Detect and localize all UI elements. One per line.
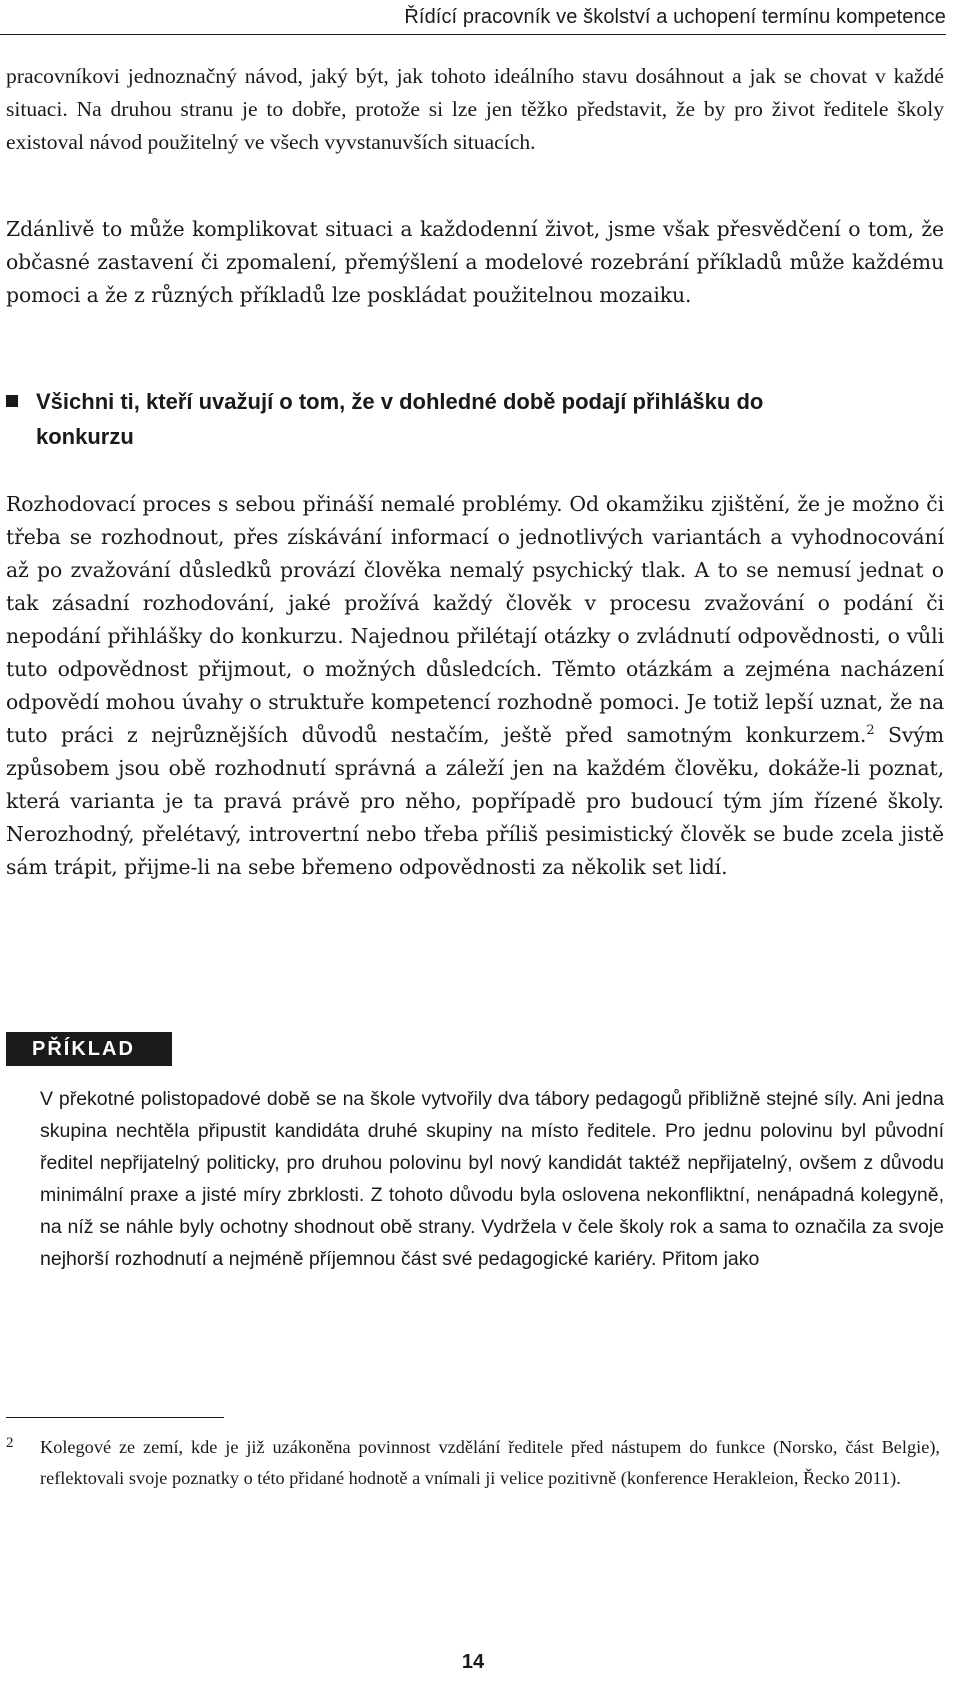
footnote-number: 2	[6, 1435, 14, 1451]
running-header: Řídící pracovník ve školství a uchopení termínu kompetence	[0, 0, 946, 35]
footnote-divider	[6, 1417, 224, 1418]
bullet-heading-text: Všichni ti, kteří uvažují o tom, že v dohledné době podají přihlášku do konkurzu	[36, 389, 764, 449]
page-number: 14	[461, 1651, 485, 1673]
paragraph-text-continued: Svým způsobem jsou obě rozhodnutí správná a záleží jen na každém člověku, dokáže-li poznat, která varianta je ta pravá právě pro něho, popřípadě pro budoucí tým jím řízené školy. Nerozhodný, přelétavý, introvertní nebo třeba příliš pesimistický člověk se bude zcela jistě sám trápit, přijme-li na sebe břemeno odpovědnosti za několik set lidí.	[6, 723, 944, 879]
paragraph-continuation: pracovníkovi jednoznačný návod, jaký být, jak tohoto ideálního stavu dosáhnout a jak se chovat v každé situaci. Na druhou stranu je to dobře, protože si lze jen těžko představit, že by pro život ředitele školy existoval návod použitelný ve všech vyvstanuvších situacích.	[6, 64, 944, 154]
footnote-text: Kolegové ze zemí, kde je již uzákoněna povinnost vzdělání ředitele před nástupem do funkce (Norsko, část Belgie), reflektovali svoje poznatky o této přidané hodnotě a vnímali ji velice pozitivně (konference Herakleion, Řecko 2011).	[40, 1437, 940, 1488]
bullet-heading	[6, 384, 944, 454]
footnote-reference[interactable]: 2	[866, 723, 875, 739]
paragraph-decision	[6, 488, 944, 884]
square-bullet-icon	[6, 395, 18, 407]
paragraph: Zdánlivě to může komplikovat situaci a každodenní život, jsme však přesvědčení o tom, že občasné zastavení či zpomalení, přemýšlení a modelové rozebrání příkladů může každému pomoci a že z různých příkladů lze poskládat použitelnou mozaiku.	[6, 217, 944, 307]
paragraph-text: Rozhodovací proces s sebou přináší nemalé problémy. Od okamžiku zjištění, že je možno či třeba se rozhodnout, přes získávání informací o jednotlivých variantách a vyhodnocování až po zvažování důsledků provází člověka nemalý psychický tlak. A to se nemusí jednat o tak zásadní rozhodování, jaké prožívá každý člověk v procesu zvažování o podání či nepodání přihlášky do konkurzu. Najednou přilétají otázky o zvládnutí odpovědnosti, o vůli tuto odpovědnost přijmout, o možných důsledcích. Těmto otázkám a zejména nacházení odpovědí mohou úvahy o struktuře kompetencí rozhodně pomoci. Je totiž lepší uznat, že na tuto práci z nejrůznějších důvodů nestačím, ještě před samotným konkurzem.	[6, 492, 944, 747]
footnote	[6, 1432, 944, 1494]
example-label: PŘÍKLAD	[6, 1032, 172, 1066]
example-text: V překotné polistopadové době se na škole vytvořily dva tábory pedagogů přibližně stejné síly. Ani jedna skupina nechtěla připustit kandidáta druhé skupiny na místo ředitele. Pro jednu polovinu byl původní ředitel nepřijatelný politicky, pro druhou polovinu byl nový kandidát taktéž nepřijatelný, ovšem z důvodu minimální praxe a jisté míry zbrklosti. Z tohoto důvodu byla oslovena nekonfliktní, nenápadná kolegyně, na níž se náhle byly ochotny shodnout obě strany. Vydržela v čele školy rok a sama to označila za svoje nejhorší rozhodnutí a nejméně příjemnou část své pedagogické kariéry. Přitom jako	[40, 1088, 944, 1270]
